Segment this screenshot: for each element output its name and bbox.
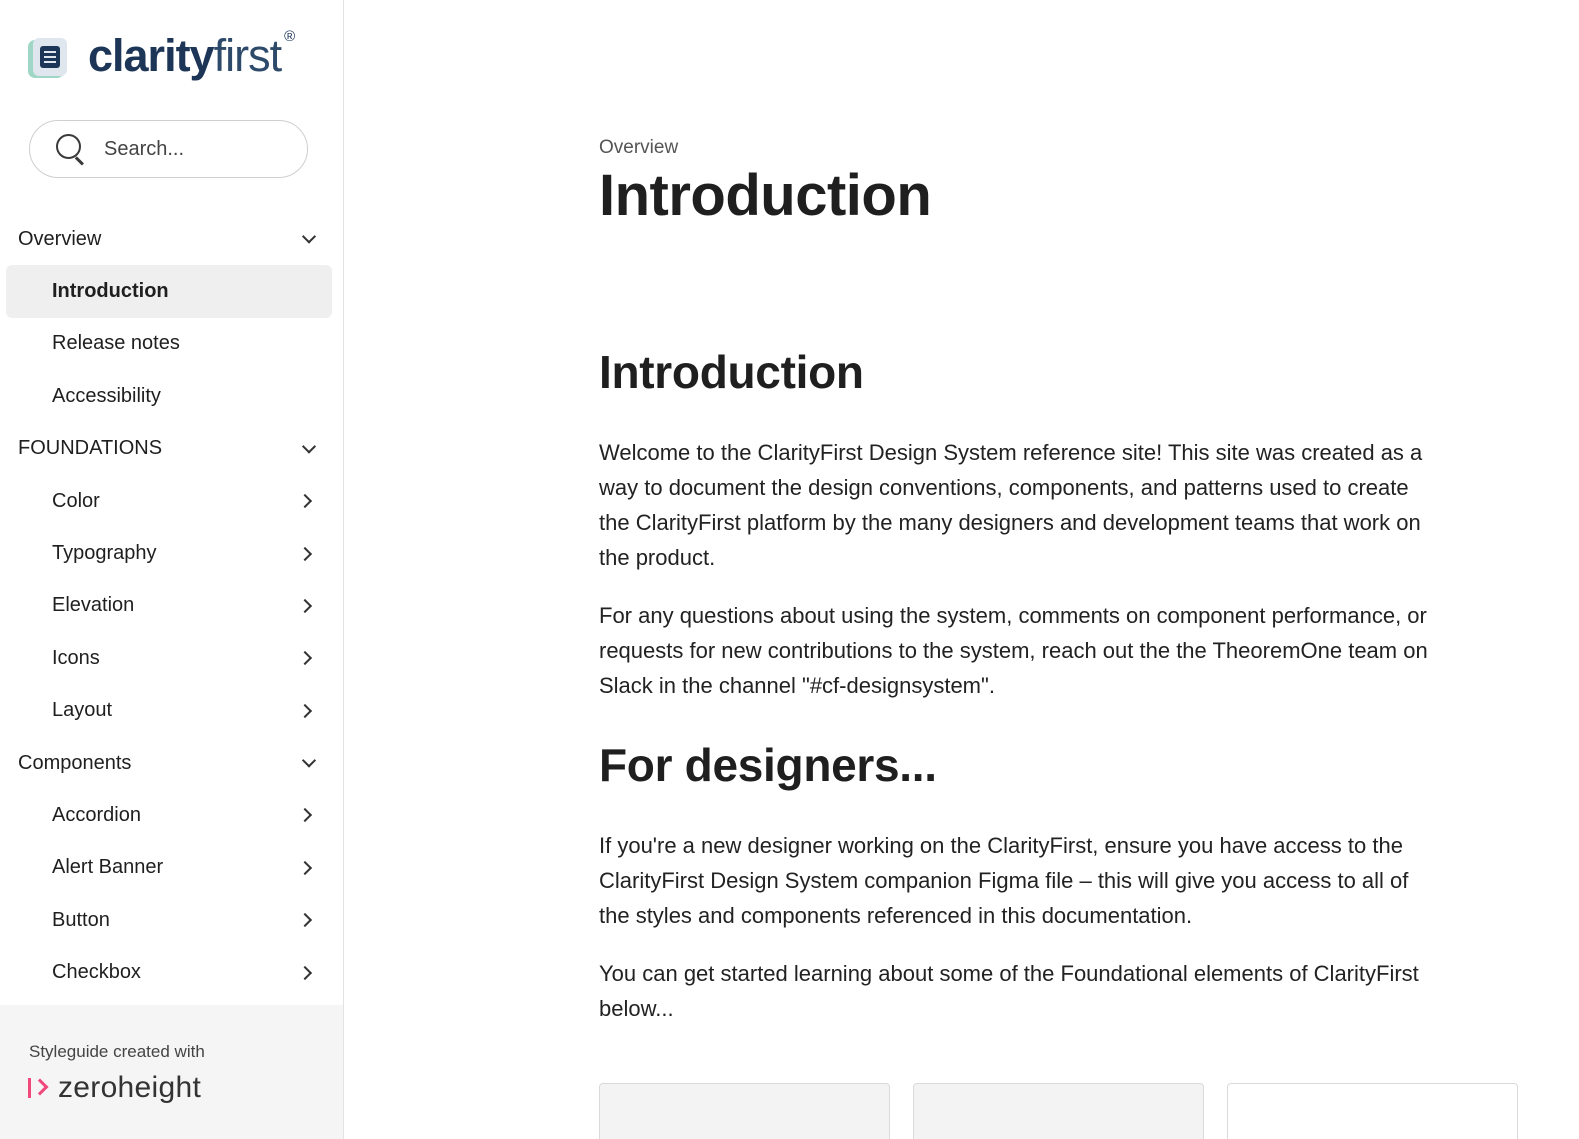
chevron-right-icon bbox=[298, 966, 312, 980]
chevron-right-icon bbox=[298, 494, 312, 508]
sidebar-item-label: Elevation bbox=[52, 594, 135, 617]
nav-section-label: Overview bbox=[18, 227, 102, 250]
chevron-down-icon bbox=[302, 230, 316, 244]
sidebar-item-label: Checkbox bbox=[52, 961, 141, 984]
sidebar-item-label: Typography bbox=[52, 542, 157, 565]
search-input[interactable] bbox=[104, 138, 284, 161]
chevron-right-icon bbox=[298, 546, 312, 560]
clarityfirst-logo[interactable] bbox=[28, 30, 295, 82]
breadcrumb[interactable]: Overview bbox=[599, 137, 679, 158]
nav-section-components[interactable] bbox=[0, 737, 344, 789]
sidebar-item-label: Release notes bbox=[52, 332, 180, 355]
zeroheight-link[interactable] bbox=[28, 1071, 201, 1105]
sidebar bbox=[0, 0, 344, 1139]
sidebar-item-icons[interactable] bbox=[0, 632, 344, 684]
zeroheight-wordmark: zeroheight bbox=[58, 1071, 202, 1104]
foundation-card[interactable] bbox=[913, 1083, 1204, 1139]
sidebar-item-label: Layout bbox=[52, 699, 113, 722]
chevron-right-icon bbox=[298, 704, 312, 718]
sidebar-item-label: Icons bbox=[52, 646, 100, 669]
sidebar-item-label: Accessibility bbox=[52, 384, 161, 407]
sidebar-nav bbox=[0, 213, 344, 999]
sidebar-item-layout[interactable] bbox=[0, 685, 344, 737]
registered-mark: ® bbox=[284, 28, 296, 45]
chevron-right-icon bbox=[298, 808, 312, 822]
search-box[interactable] bbox=[29, 120, 308, 178]
foundations-paragraph: You can get started learning about some of the Foundational elements of ClarityFirst below... bbox=[599, 961, 1419, 1021]
sidebar-item-accessibility[interactable] bbox=[0, 370, 344, 422]
foundation-card[interactable] bbox=[1227, 1083, 1518, 1139]
sidebar-footer bbox=[0, 1005, 343, 1139]
sidebar-item-alert-banner[interactable] bbox=[0, 842, 344, 894]
sidebar-item-accordion[interactable] bbox=[0, 789, 344, 841]
chevron-right-icon bbox=[298, 599, 312, 613]
chevron-down-icon bbox=[302, 754, 316, 768]
sidebar-item-label: Color bbox=[52, 489, 100, 512]
chevron-right-icon bbox=[298, 651, 312, 665]
sidebar-item-label: Alert Banner bbox=[52, 856, 164, 879]
sidebar-item-elevation[interactable] bbox=[0, 580, 344, 632]
foundation-card[interactable] bbox=[599, 1083, 890, 1139]
nav-section-overview[interactable] bbox=[0, 213, 344, 265]
sidebar-item-button[interactable] bbox=[0, 894, 344, 946]
chevron-down-icon bbox=[302, 439, 316, 453]
search-icon bbox=[56, 134, 86, 164]
nav-section-label: FOUNDATIONS bbox=[18, 437, 163, 460]
chevron-right-icon bbox=[298, 913, 312, 927]
sidebar-item-color[interactable] bbox=[0, 475, 344, 527]
sidebar-item-checkbox[interactable] bbox=[0, 946, 344, 998]
questions-paragraph: For any questions about using the system, comments on component performance, or requests for new contributions to the system, reach out the the TheoremOne team on Slack in the channel "#cf-designsystem". bbox=[599, 603, 1428, 698]
sidebar-item-release-notes[interactable] bbox=[0, 318, 344, 370]
intro-paragraph: Welcome to the ClarityFirst Design System reference site! This site was created as a way to document the design conventions, components, and patterns used to create the ClarityFirst platform by the many designers and development teams that work on the product. bbox=[599, 440, 1423, 570]
section-heading-designers: For designers... bbox=[599, 739, 937, 791]
logo-wordmark: clarityfirst bbox=[88, 30, 282, 81]
page-title: Introduction bbox=[599, 163, 932, 228]
sidebar-item-label: Introduction bbox=[52, 280, 169, 303]
chevron-right-icon bbox=[298, 861, 312, 875]
sidebar-item-typography[interactable] bbox=[0, 527, 344, 579]
zeroheight-logo-icon bbox=[28, 1076, 48, 1100]
document-logo-icon bbox=[28, 38, 68, 78]
designers-paragraph: If you're a new designer working on the ClarityFirst, ensure you have access to the ClarityFirst Design System companion Figma file – this will give you access to all of the styles and components referenced in this documentation. bbox=[599, 833, 1409, 928]
nav-section-label: Components bbox=[18, 751, 132, 774]
footer-label: Styleguide created with bbox=[29, 1042, 205, 1061]
sidebar-item-label: Button bbox=[52, 908, 110, 931]
section-heading-introduction: Introduction bbox=[599, 346, 864, 398]
sidebar-item-label: Accordion bbox=[52, 803, 141, 826]
sidebar-item-introduction[interactable] bbox=[6, 265, 332, 317]
nav-section-foundations[interactable] bbox=[0, 423, 344, 475]
